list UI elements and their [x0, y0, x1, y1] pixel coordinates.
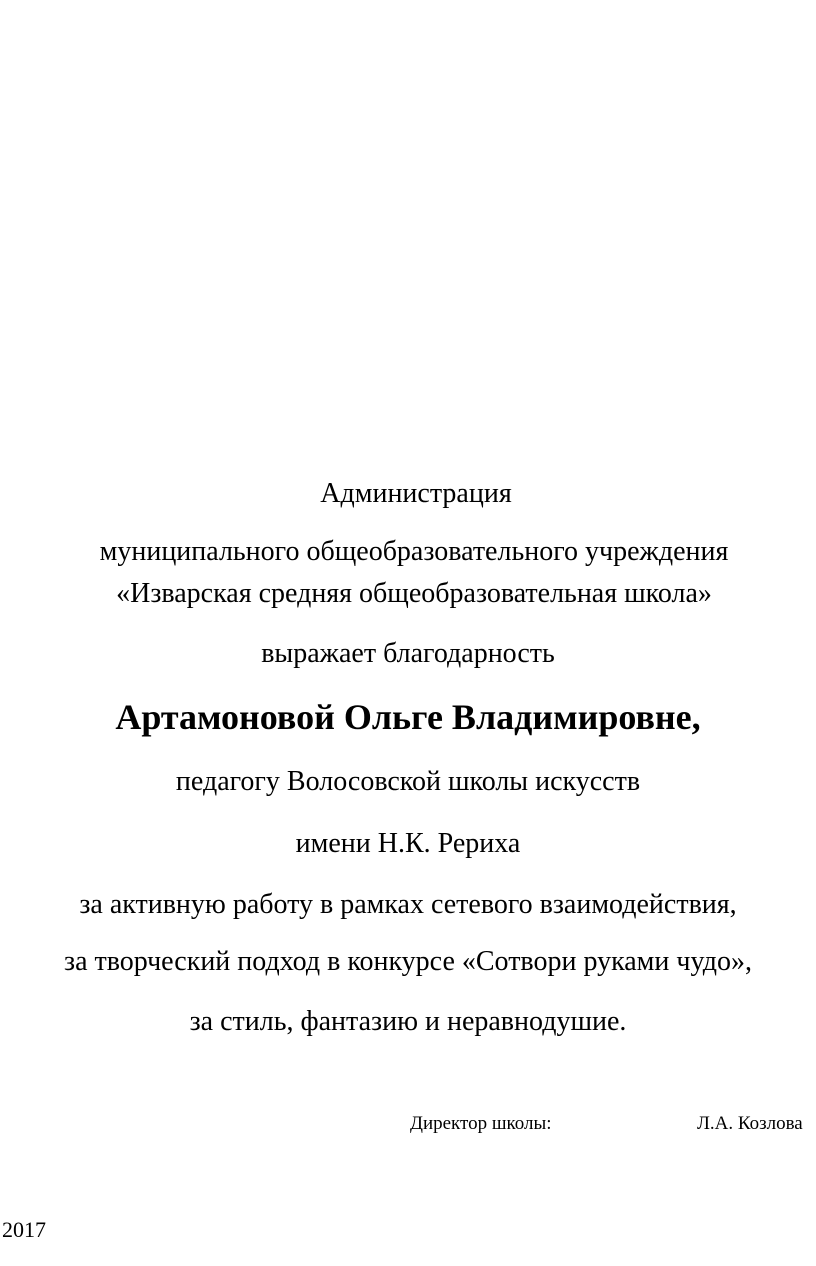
reason-line-2: за творческий подход в конкурсе «Сотвори руками чудо», [64, 946, 752, 977]
reason-line-3: за стиль, фантазию и неравнодушие. [189, 1006, 627, 1037]
institution-line: муниципального общеобразовательного учреждения [99, 536, 729, 567]
expresses-gratitude-line: выражает благодарность [261, 638, 555, 669]
heading-administration: Администрация [320, 478, 512, 509]
signer-name: Л.А. Козлова [697, 1113, 803, 1134]
year-label: 2017 [2, 1217, 46, 1242]
recipient-role: педагогу Волосовской школы искусств [175, 766, 641, 797]
signer-title: Директор школы: [410, 1113, 552, 1134]
recipient-name: Артамоновой Ольге Владимировне, [115, 697, 701, 737]
recipient-school-name: имени Н.К. Рериха [295, 828, 521, 859]
reason-line-1: за активную работу в рамках сетевого взаимодействия, [79, 889, 737, 920]
school-name-line: «Изварская средняя общеобразовательная школа» [116, 578, 712, 609]
